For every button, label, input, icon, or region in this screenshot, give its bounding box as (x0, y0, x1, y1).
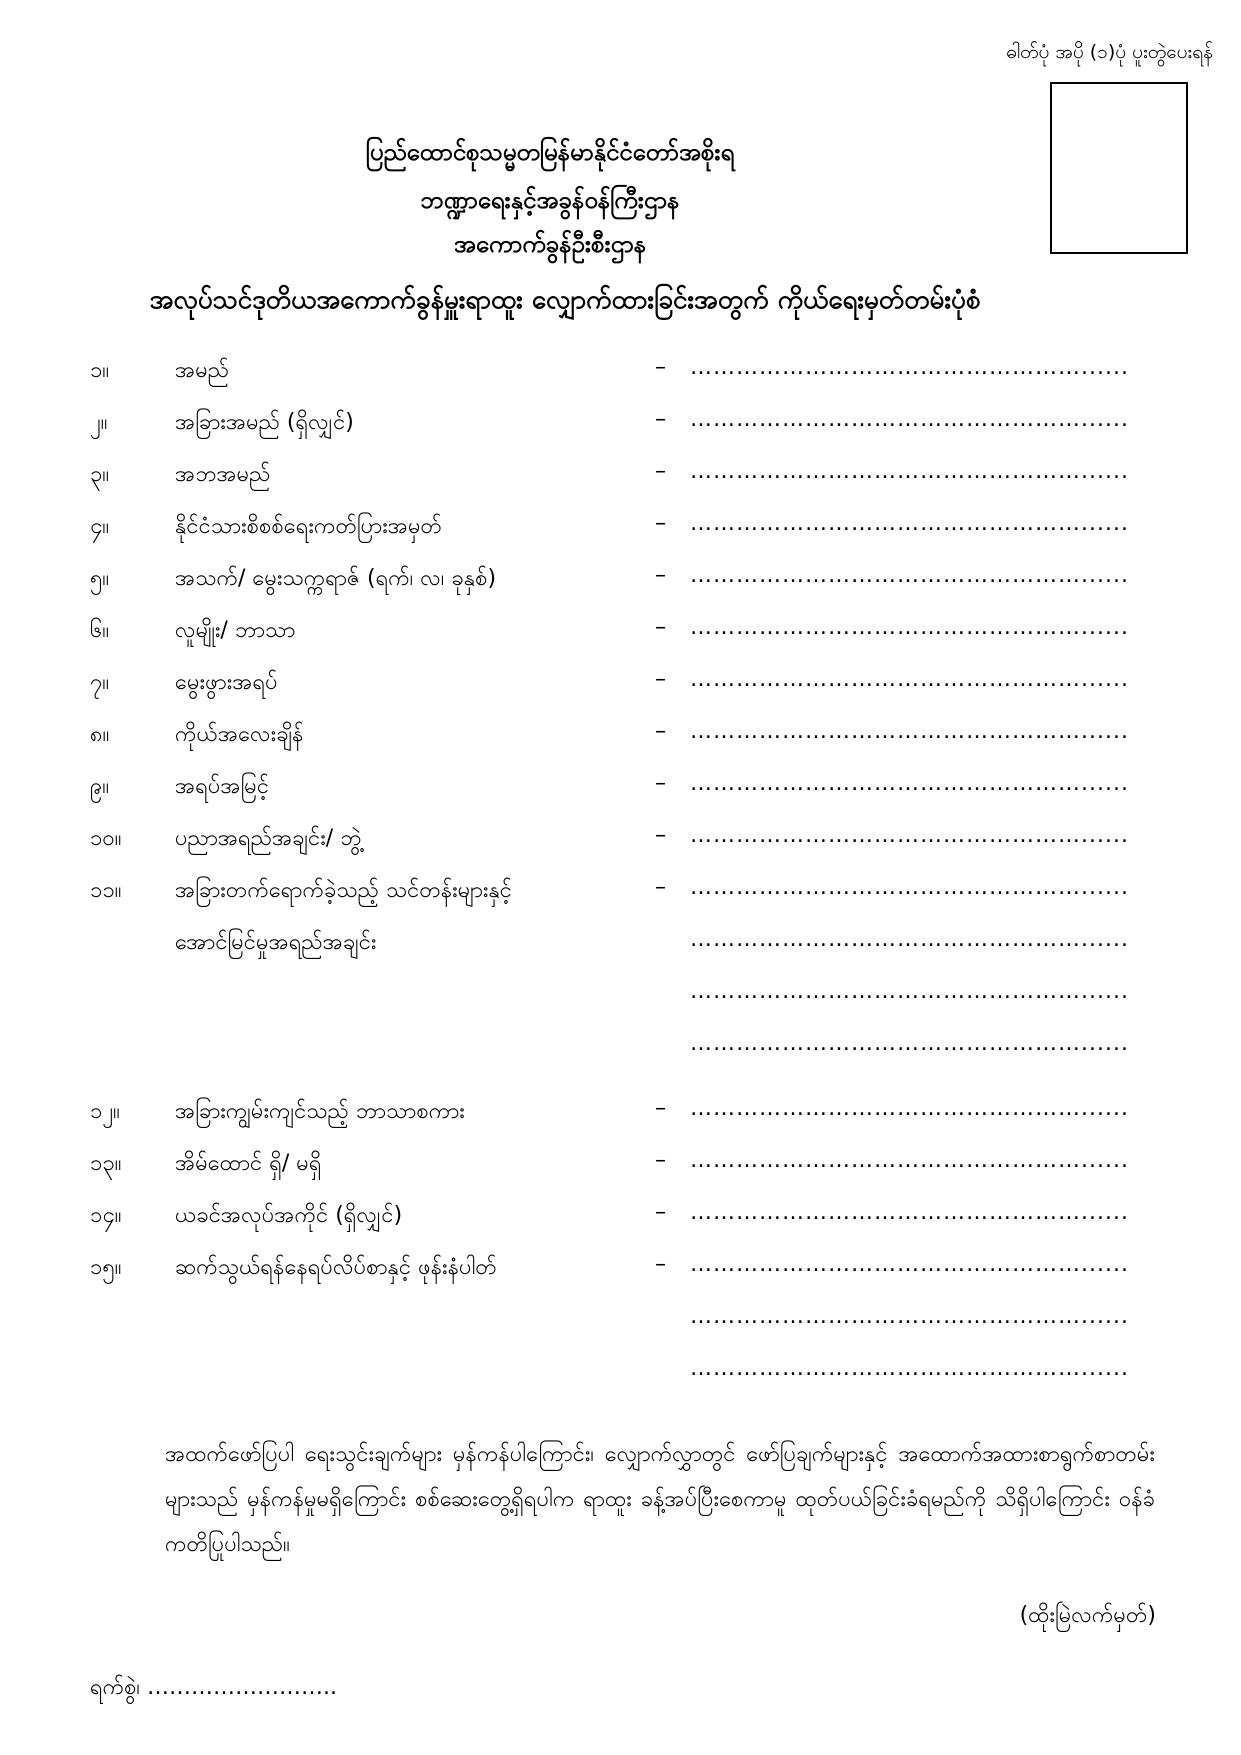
fill-line[interactable]: ……………………………………………...... (690, 927, 1129, 952)
field-row-other-training (0, 875, 1241, 915)
field-number: ၂။ (90, 410, 108, 435)
fill-line[interactable]: ……………………………………………...... (690, 355, 1129, 380)
field-row-education (0, 823, 1241, 863)
field-dash: – (655, 667, 666, 692)
field-number: ၉။ (90, 774, 110, 799)
field-number: ၁၀။ (90, 826, 122, 851)
field-number: ၁၅။ (90, 1255, 122, 1280)
field-label: အခြားအမည် (ရှိလျှင်) (175, 410, 354, 435)
field-row-marital-status (0, 1148, 1241, 1188)
field-label: အခြားတက်ရောက်ခဲ့သည့် သင်တန်းများနှင့် (175, 878, 513, 903)
fill-line[interactable]: ……………………………………………...... (690, 719, 1129, 744)
fill-line[interactable]: ……………………………………………...... (690, 667, 1129, 692)
fill-line[interactable]: ……………………………………………...... (690, 1200, 1129, 1225)
field-number: ၁၄။ (90, 1203, 122, 1228)
fill-line[interactable]: ……………………………………………...... (690, 1252, 1129, 1277)
fill-line[interactable]: ……………………………………………...... (690, 459, 1129, 484)
field-label: ဆက်သွယ်ရန်နေရပ်လိပ်စာနှင့် ဖုန်းနံပါတ် (175, 1255, 497, 1280)
heading-government: ပြည်ထောင်စုသမ္မတမြန်မာနိုင်ငံတော်အစိုးရ (365, 138, 735, 166)
field-dash: – (655, 511, 666, 536)
field-row-weight (0, 719, 1241, 759)
field-dash: – (655, 1200, 666, 1225)
fill-line[interactable]: ……………………………………………...... (690, 407, 1129, 432)
field-dash: – (655, 1148, 666, 1173)
field-row-extra-line (0, 1304, 1241, 1344)
field-dash: – (655, 771, 666, 796)
fill-line[interactable]: ……………………………………………...... (690, 1031, 1129, 1056)
field-dash: – (655, 355, 666, 380)
field-dash: – (655, 563, 666, 588)
field-dash: – (655, 1096, 666, 1121)
field-label: အသက်/ မွေးသက္ကရာဇ် (ရက်၊ လ၊ ခုနှစ်) (175, 566, 497, 591)
fill-line[interactable]: ……………………………………………...... (690, 771, 1129, 796)
field-label: အမည် (175, 358, 230, 383)
field-row-nrc (0, 511, 1241, 551)
field-row-contact-address (0, 1252, 1241, 1292)
field-number: ၅။ (90, 566, 110, 591)
fill-line[interactable]: ……………………………………………...... (690, 615, 1129, 640)
field-number: ၈။ (90, 722, 110, 747)
fill-line[interactable]: ……………………………………………...... (690, 1304, 1129, 1329)
field-number: ၃။ (90, 462, 110, 487)
field-row-other-training-cont (0, 927, 1241, 967)
field-number: ၆။ (90, 618, 110, 643)
date-line[interactable]: ရက်စွဲ၊ …………………….. (90, 1675, 337, 1700)
field-row-name (0, 355, 1241, 395)
field-label: အဘအမည် (175, 462, 271, 487)
field-label: ပညာအရည်အချင်း/ ဘွဲ့ (175, 826, 362, 851)
field-row-birthplace (0, 667, 1241, 707)
field-row-previous-job (0, 1200, 1241, 1240)
fill-line[interactable]: ……………………………………………...... (690, 563, 1129, 588)
field-dash: – (655, 407, 666, 432)
field-label: ယခင်အလုပ်အကိုင် (ရှိလျှင်) (175, 1203, 403, 1228)
fill-line[interactable]: ……………………………………………...... (690, 875, 1129, 900)
field-row-other-name (0, 407, 1241, 447)
field-dash: – (655, 459, 666, 484)
fill-line[interactable]: ……………………………………………...... (690, 1356, 1129, 1381)
field-row-extra-line (0, 979, 1241, 1019)
field-number: ၁။ (90, 358, 110, 383)
field-label: လူမျိုး/ ဘာသာ (175, 618, 296, 643)
field-label: နိုင်ငံသားစိစစ်ရေးကတ်ပြားအမှတ် (175, 514, 442, 539)
thumbprint-label: (ထိုးမြဲလက်မှတ်) (1019, 1603, 1156, 1628)
field-number: ၁၃။ (90, 1151, 122, 1176)
field-dash: – (655, 719, 666, 744)
field-row-extra-line (0, 1031, 1241, 1071)
field-dash: – (655, 615, 666, 640)
field-row-languages (0, 1096, 1241, 1136)
field-row-race-religion (0, 615, 1241, 655)
form-title: အလုပ်သင်ဒုတိယအကောက်ခွန်မှူးရာထူး လျှောက်ထားခြင်းအတွက် ကိုယ်ရေးမှတ်တမ်းပုံစံ (149, 285, 981, 315)
field-label: အိမ်ထောင် ရှိ/ မရှိ (175, 1151, 322, 1176)
field-number: ၇။ (90, 670, 110, 695)
heading-ministry: ဘဏ္ဍာရေးနှင့်အခွန်ဝန်ကြီးဌာန (420, 186, 680, 214)
field-row-extra-line (0, 1356, 1241, 1396)
field-label: အရပ်အမြင့် (175, 774, 270, 799)
field-label-continued: အောင်မြင်မှုအရည်အချင်း (175, 930, 377, 955)
fill-line[interactable]: ……………………………………………...... (690, 1096, 1129, 1121)
field-number: ၁၁။ (90, 878, 122, 903)
field-row-father-name (0, 459, 1241, 499)
heading-department: အကောက်ခွန်ဦးစီးဌာန (453, 230, 647, 258)
field-dash: – (655, 1252, 666, 1277)
photo-attachment-note: ဓါတ်ပုံ အပို (၁)ပုံ ပူးတွဲပေးရန် (1006, 41, 1213, 63)
fill-line[interactable]: ……………………………………………...... (690, 511, 1129, 536)
field-row-height (0, 771, 1241, 811)
fill-line[interactable]: ……………………………………………...... (690, 1148, 1129, 1173)
field-number: ၁၂။ (90, 1099, 120, 1124)
field-label: မွေးဖွားအရပ် (175, 670, 278, 695)
declaration-paragraph: အထက်ဖော်ပြပါ ရေးသွင်းချက်များ မှန်ကန်ပါကြောင်း၊ လျှောက်လွှာတွင် ဖော်ပြချက်များနှင့် အထောက်အထားစာရွက်စာတမ်းများသည် မှန်ကန်မှုမရှိကြောင်း စစ်ဆေးတွေ့ရှိရပါက ရာထူး ခန့်အပ်ပြီးစေကာမူ ထုတ်ပယ်ခြင်းခံရမည်ကို သိရှိပါကြောင်း ဝန်ခံကတိပြုပါသည်။ (165, 1442, 1155, 1557)
fill-line[interactable]: ……………………………………………...... (690, 979, 1129, 1004)
field-dash: – (655, 823, 666, 848)
field-label: ကိုယ်အလေးချိန် (175, 722, 304, 747)
field-label: အခြားကျွမ်းကျင်သည့် ဘာသာစကား (175, 1099, 465, 1124)
field-number: ၄။ (90, 514, 110, 539)
fill-line[interactable]: ……………………………………………...... (690, 823, 1129, 848)
field-row-age-dob (0, 563, 1241, 603)
field-dash: – (655, 875, 666, 900)
